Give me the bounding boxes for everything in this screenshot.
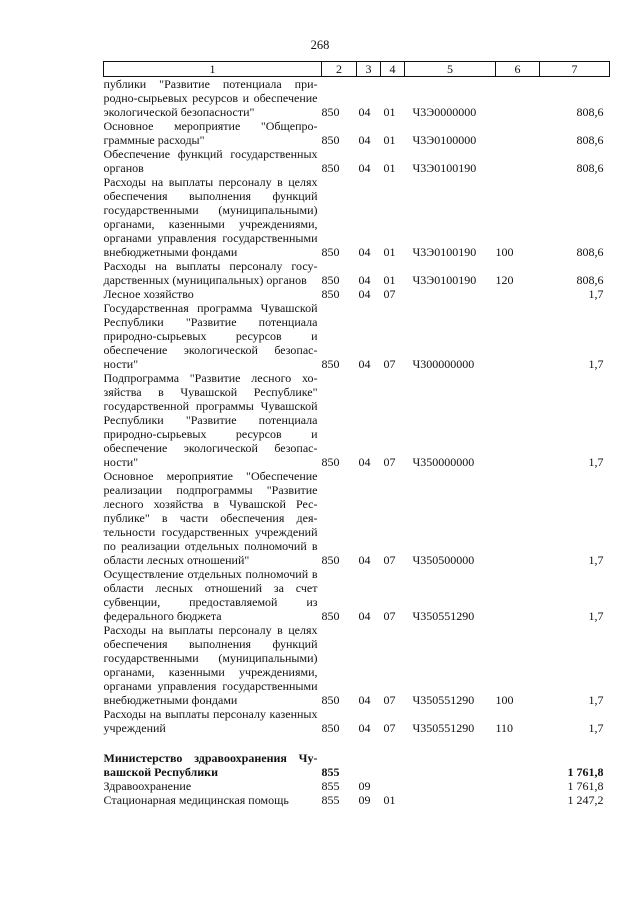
row-name: Основное мероприятие "Обеспечение реализации подпрограммы "Развитие лесного хозяйства в Чувашской Республике" в части обеспечения деятельности государственных учреждений по реализации отдельных полномочий в области лесных отношений"	[103, 469, 318, 567]
row-name: Расходы на выплаты персоналу в целях обеспечения выполнения функций государственными (муниципальными) органами, казенными учреждениями, органами управления государственными внебюджетными фондами	[103, 623, 318, 707]
row-ministry-code: 855	[321, 793, 340, 807]
spacer-row	[104, 735, 610, 751]
table-row	[104, 77, 610, 120]
row-ministry-code: 850	[321, 553, 340, 567]
table-row	[104, 175, 610, 259]
row-name: Стационарная медицинская помощь	[103, 793, 289, 807]
row-expense-type-code	[496, 77, 540, 120]
table-row	[104, 259, 610, 287]
row-target-code: Ч3Э0100000	[412, 133, 477, 147]
row-target-code: Ч350551290	[412, 693, 475, 707]
row-subsection-code: 01	[383, 273, 396, 287]
table-row	[104, 567, 610, 623]
row-target-code: Ч3Э0000000	[412, 105, 477, 119]
row-name: Расходы на выплаты персоналу государственных (муниципальных) органов	[103, 259, 318, 287]
row-ministry-code: 855	[321, 779, 340, 793]
row-name: Осуществление отдельных полномочий в области лесных отношений за счет субвенции, предоставляемой из федерального бюджета	[103, 567, 318, 623]
row-ministry-code: 850	[321, 609, 340, 623]
row-ministry-code: 850	[321, 287, 340, 301]
row-amount: 1 761,8	[567, 765, 604, 779]
table-row	[104, 147, 610, 175]
row-section-code: 04	[358, 105, 371, 119]
row-amount: 808,6	[576, 105, 604, 119]
row-amount: 1,7	[588, 693, 604, 707]
row-expense-type-code: 100	[495, 693, 514, 707]
table-row	[104, 707, 610, 735]
row-section-code: 04	[358, 721, 371, 735]
row-ministry-code: 850	[321, 693, 340, 707]
row-section-code: 04	[358, 693, 371, 707]
row-name: публики "Развитие потенциала природно-сырьевых ресурсов и обеспечение экологической безопасности"	[103, 77, 318, 119]
row-ministry-code: 850	[321, 161, 340, 175]
row-subsection-code: 07	[383, 609, 396, 623]
row-ministry-code: 850	[321, 357, 340, 371]
header-col-5: 5	[405, 62, 496, 77]
row-ministry-code: 850	[321, 455, 340, 469]
row-ministry-code: 850	[321, 273, 340, 287]
table-row	[104, 301, 610, 371]
row-expense-type-code	[496, 287, 540, 301]
row-section-code: 04	[358, 357, 371, 371]
row-expense-type-code: 120	[495, 273, 514, 287]
row-amount: 808,6	[576, 245, 604, 259]
row-subsection-code: 07	[383, 693, 396, 707]
row-name: Министерство здравоохранения Чувашской Республики	[103, 751, 318, 779]
table-row	[104, 287, 610, 301]
row-expense-type-code	[496, 793, 540, 807]
row-expense-type-code	[496, 147, 540, 175]
row-target-code: Ч300000000	[412, 357, 475, 371]
row-section-code: 09	[358, 779, 371, 793]
row-section-code: 04	[358, 245, 371, 259]
row-subsection-code: 01	[383, 245, 396, 259]
table-row	[104, 793, 610, 807]
row-amount: 1,7	[588, 609, 604, 623]
row-section-code: 04	[358, 273, 371, 287]
row-section-code: 04	[358, 455, 371, 469]
header-row	[104, 62, 610, 77]
header-col-7: 7	[540, 62, 610, 77]
row-name: Лесное хозяйство	[103, 287, 194, 301]
row-amount: 1,7	[588, 287, 604, 301]
row-target-code: Ч3Э0100190	[412, 161, 477, 175]
row-subsection-code: 01	[383, 105, 396, 119]
table-row	[104, 779, 610, 793]
row-target-code	[405, 287, 496, 301]
row-ministry-code: 850	[321, 105, 340, 119]
row-expense-type-code	[496, 751, 540, 779]
header-col-2: 2	[322, 62, 357, 77]
table-row	[104, 119, 610, 147]
header-col-6: 6	[496, 62, 540, 77]
table-header	[104, 62, 610, 77]
row-expense-type-code	[496, 371, 540, 469]
row-expense-type-code: 100	[495, 245, 514, 259]
row-name: Подпрограмма "Развитие лесного хозяйства в Чувашской Республике" государственной программы Чувашской Республики "Развитие потенциала природно-сырьевых ресурсов и обеспечение экологической безопасности"	[103, 371, 318, 469]
row-target-code: Ч350000000	[412, 455, 475, 469]
row-amount: 808,6	[576, 161, 604, 175]
row-ministry-code: 855	[321, 765, 340, 779]
row-section-code: 04	[358, 287, 371, 301]
table-row	[104, 751, 610, 779]
header-col-1: 1	[104, 62, 322, 77]
row-subsection-code: 07	[383, 553, 396, 567]
header-col-3: 3	[357, 62, 381, 77]
row-subsection-code: 07	[383, 287, 396, 301]
row-expense-type-code	[496, 567, 540, 623]
row-expense-type-code	[496, 779, 540, 793]
row-section-code: 04	[358, 609, 371, 623]
table-body	[104, 77, 610, 808]
row-amount: 1,7	[588, 553, 604, 567]
table-row	[104, 469, 610, 567]
page-number: 268	[310, 38, 330, 52]
row-section-code: 04	[358, 161, 371, 175]
row-expense-type-code	[496, 301, 540, 371]
row-section-code: 04	[358, 553, 371, 567]
row-expense-type-code: 110	[495, 721, 514, 735]
row-target-code	[405, 751, 496, 779]
row-amount: 1,7	[588, 455, 604, 469]
table-row	[104, 623, 610, 707]
row-amount: 808,6	[576, 273, 604, 287]
row-section-code: 09	[358, 793, 371, 807]
row-subsection-code	[381, 751, 405, 779]
row-ministry-code: 850	[321, 721, 340, 735]
row-subsection-code: 07	[383, 721, 396, 735]
row-section-code: 04	[358, 133, 371, 147]
budget-table	[103, 61, 610, 807]
row-subsection-code: 01	[383, 161, 396, 175]
row-name: Государственная программа Чувашской Республики "Развитие потенциала природно-сырьевых ресурсов и обеспечение экологической безопасности"	[103, 301, 318, 371]
row-target-code: Ч350551290	[412, 609, 475, 623]
row-amount: 1,7	[588, 721, 604, 735]
row-target-code: Ч3Э0100190	[412, 273, 477, 287]
row-name: Расходы на выплаты персоналу в целях обеспечения выполнения функций государственными (муниципальными) органами, казенными учреждениями, органами управления государственными внебюджетными фондами	[103, 175, 318, 259]
row-amount: 1 761,8	[567, 779, 604, 793]
spacer-cell	[104, 735, 610, 751]
row-amount: 1,7	[588, 357, 604, 371]
row-target-code	[405, 779, 496, 793]
row-ministry-code: 850	[321, 133, 340, 147]
row-subsection-code: 01	[383, 133, 396, 147]
row-target-code: Ч350500000	[412, 553, 475, 567]
row-target-code: Ч350551290	[412, 721, 475, 735]
row-amount: 1 247,2	[567, 793, 604, 807]
row-section-code	[357, 751, 381, 779]
row-subsection-code: 01	[383, 793, 396, 807]
row-amount: 808,6	[576, 133, 604, 147]
row-target-code: Ч3Э0100190	[412, 245, 477, 259]
row-name: Основное мероприятие "Общепрограммные расходы"	[103, 119, 318, 147]
row-subsection-code: 07	[383, 357, 396, 371]
row-ministry-code: 850	[321, 245, 340, 259]
row-target-code	[405, 793, 496, 807]
row-name: Обеспечение функций государственных органов	[103, 147, 318, 175]
table-row	[104, 371, 610, 469]
row-expense-type-code	[496, 119, 540, 147]
row-subsection-code	[381, 779, 405, 793]
row-expense-type-code	[496, 469, 540, 567]
row-subsection-code: 07	[383, 455, 396, 469]
row-name: Расходы на выплаты персоналу казенных учреждений	[103, 707, 318, 735]
row-name: Здравоохранение	[103, 779, 192, 793]
header-col-4: 4	[381, 62, 405, 77]
